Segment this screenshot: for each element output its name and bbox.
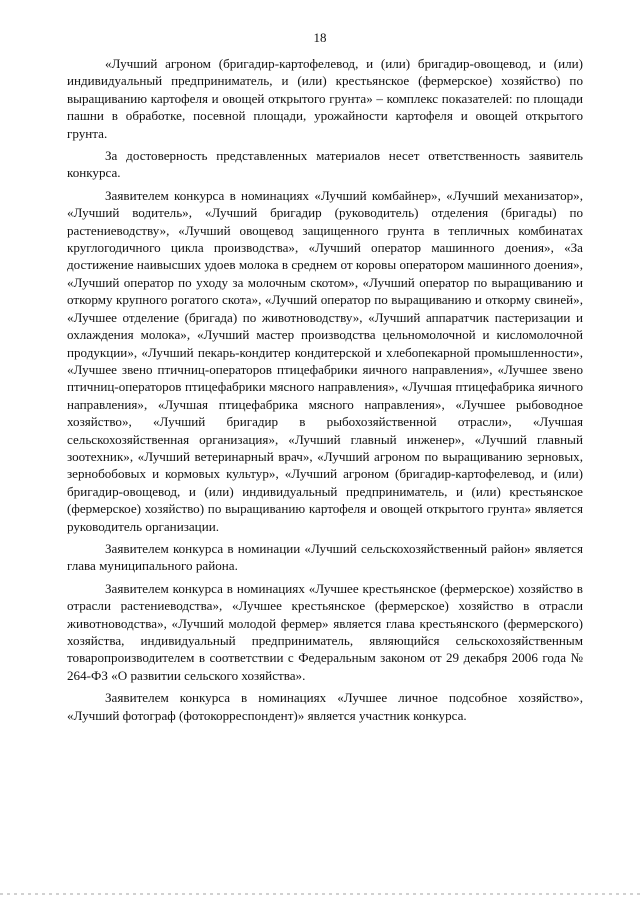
paragraph-district-applicant: Заявителем конкурса в номинации «Лучший сельскохозяйственный район» является глава муниципального района.	[67, 540, 583, 574]
document-body	[67, 55, 583, 729]
paragraph-agronomist-criteria: «Лучший агроном (бригадир-картофелевод, и (или) бригадир-овощевод, и (или) индивидуальный предприниматель, и (или) крестьянское (фермерское) хозяйство) по выращиванию картофеля и овощей открытого грунта» – комплекс показателей: по площади пашни в обработке, посевной площади, урожайности картофеля и овощей открытого грунта.	[67, 56, 583, 141]
paragraph-participant-applicant: Заявителем конкурса в номинациях «Лучшее личное подсобное хозяйство», «Лучший фотограф (фотокорреспондент)» является участник конкурса.	[67, 690, 583, 723]
scan-bottom-edge	[0, 893, 640, 895]
paragraph-organization-applicant: Заявителем конкурса в номинациях «Лучший комбайнер», «Лучший механизатор», «Лучший водитель», «Лучший бригадир (руководитель) отделения (бригады) по растениеводству», «Лучший овощевод защищенного грунта в тепличных комбинатах круглогодичного цикла производства», «Лучший оператор машинного доения», «За достижение наивысших удоев молока в среднем от коровы оператором машинного доения», «Лучший оператор по уходу за молочным скотом», «Лучший оператор по выращиванию и откорму крупного рогатого скота», «Лучший оператор по выращиванию и откорму свиней», «Лучшее отделение (бригада) по животноводству», «Лучший аппаратчик пастеризации и охлаждения молока», «Лучший мастер производства цельномолочной и кисломолочной продукции», «Лучший пекарь-кондитер кондитерской и хлебопекарной промышленности», «Лучшее звено птичниц-операторов птицефабрики яичного направления», «Лучшее звено птичниц-операторов птицефабрики мясного направления», «Лучшая птицефабрика яичного направления», «Лучшая птицефабрика мясного направления», «Лучшее рыбоводное хозяйство», «Лучший бригадир в рыбохозяйственной отрасли», «Лучшая сельскохозяйственная организация», «Лучший главный инженер», «Лучший главный зоотехник», «Лучший ветеринарный врач», «Лучший агроном по выращиванию зерновых, зернобобовых и кормовых культур», «Лучший агроном (бригадир-картофелевод, и (или) бригадир-овощевод, и (или) индивидуальный предприниматель, и (или) крестьянское (фермерское) хозяйство) по выращиванию картофеля и овощей открытого грунта» является руководитель организации.	[67, 187, 583, 534]
paragraph-responsibility: За достоверность представленных материалов несет ответственность заявитель конкурса.	[67, 148, 583, 181]
page-number: 18	[313, 30, 327, 45]
paragraph-farm-applicant: Заявителем конкурса в номинациях «Лучшее крестьянское (фермерское) хозяйство в отрасли растениеводства», «Лучшее крестьянское (фермерское) хозяйство в отрасли животноводства», «Лучший молодой фермер» является глава крестьянского (фермерского) хозяйства, индивидуальный предприниматель, являющийся сельскохозяйственным товаропроизводителем в соответствии с Федеральным законом от 29 декабря 2006 года № 264-ФЗ «О развитии сельского хозяйства».	[67, 580, 583, 683]
